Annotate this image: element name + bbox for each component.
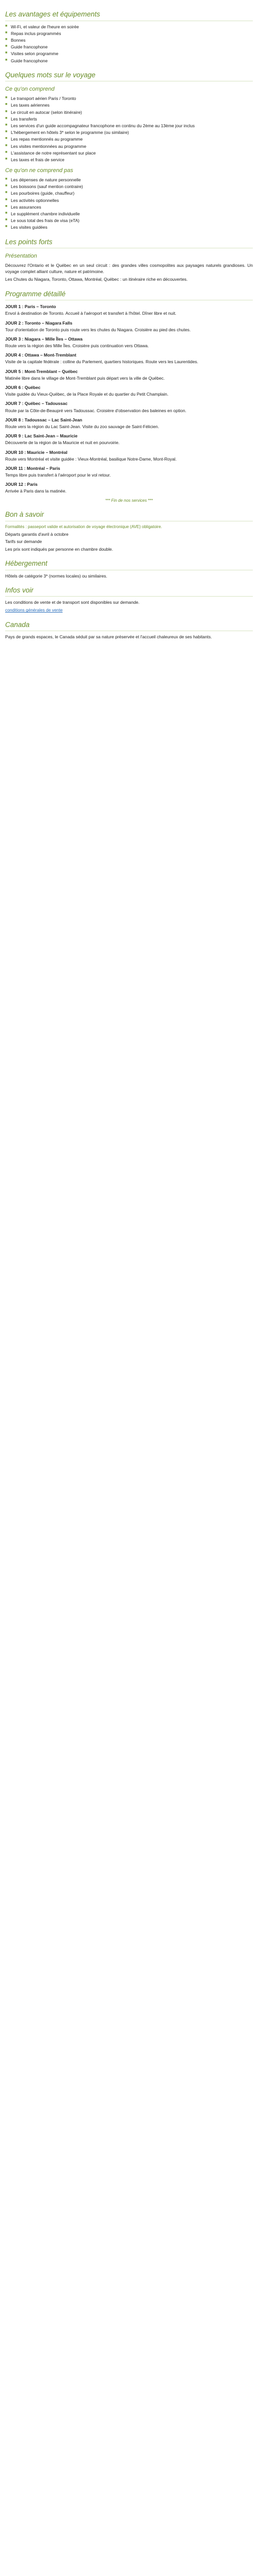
bon-savoir-extra: Les prix sont indiqués par personne en chambre double. (5, 546, 114, 552)
day-title: JOUR 12 : Paris (5, 482, 38, 487)
programme-heading: Programme détaillé (5, 289, 253, 301)
infos-voir-heading: Infos voir (5, 585, 253, 597)
list-item: ■ Les taxes aériennes (5, 102, 253, 108)
list-item: ■ Les pourboires (guide, chauffeur) (5, 190, 253, 196)
day-title: JOUR 8 : Tadoussac – Lac Saint-Jean (5, 417, 83, 422)
programme-days (5, 303, 253, 495)
list-item: ■ Les taxes et frais de service (5, 157, 253, 163)
comprend-heading: Ce qu'on comprend (5, 86, 55, 93)
presentation-paragraph: Découvrez l'Ontario et le Québec en un seul circuit : des grandes villes cosmopolites aux paysages naturels grandioses. Un voyage complet alliant culture, nature et patrimoine. (5, 263, 253, 275)
avantages-heading: Les avantages et équipements (5, 9, 253, 21)
list-item: ■ Le transport aérien Paris / Toronto (5, 95, 253, 101)
day-title: JOUR 4 : Ottawa – Mont-Tremblant (5, 352, 76, 358)
list-item: ■ Bonnes (5, 37, 253, 43)
dates-list (5, 531, 253, 544)
day-text: Découverte de la région de la Mauricie et nuit en pourvoirie. (5, 440, 120, 446)
list-item: ■ Les visites guidées (5, 224, 253, 230)
ne-comprend-pas-heading: Ce qu'on ne comprend pas (5, 167, 73, 174)
hebergement-heading: Hébergement (5, 558, 253, 570)
day-title: JOUR 5 : Mont-Tremblant – Québec (5, 368, 78, 374)
ne-comprend-pas-list (5, 177, 253, 231)
list-item: ■ Guide francophone (5, 44, 253, 50)
page (0, 0, 258, 652)
day-text: Route par la Côte-de-Beaupré vers Tadoussac. Croisière d'observation des baleines en option. (5, 408, 187, 413)
list-item: ■ L'hébergement en hôtels 3* selon le programme (ou similaire) (5, 129, 253, 135)
hebergement-text: Hôtels de catégorie 3* (normes locales) ou similaires. (5, 573, 107, 579)
day-text: Matinée libre dans le village de Mont-Tremblant puis départ vers la ville de Québec. (5, 375, 165, 381)
comprend-list (5, 95, 253, 163)
day-text: Visite guidée du Vieux-Québec, de la Place Royale et du quartier du Petit Champlain. (5, 392, 169, 397)
list-item: ■ Les activités optionnelles (5, 197, 253, 204)
list-item: ■ Guide francophone (5, 58, 253, 64)
list-item: ■ Repas inclus programmés (5, 30, 253, 37)
list-item: ■ Les visites mentionnées au programme (5, 143, 253, 149)
list-item: ■ L'assistance de notre représentant sur place (5, 150, 253, 156)
day-text: Temps libre puis transfert à l'aéroport pour le vol retour. (5, 472, 111, 478)
day-title: JOUR 7 : Québec – Tadoussac (5, 401, 68, 406)
formalites-note: Formalités : passeport valide et autorisation de voyage électronique (AVE) obligatoire. (5, 524, 163, 529)
list-item: ■ Le sous total des frais de visa (eTA) (5, 217, 253, 224)
list-item: ■ Les transferts (5, 116, 253, 122)
canada-text: Pays de grands espaces, le Canada séduit par sa nature préservée et l'accueil chaleureux de ses habitants. (5, 634, 212, 640)
infos-voir-text: Les conditions de vente et de transport sont disponibles sur demande. (5, 600, 140, 605)
day-text: Tour d'orientation de Toronto puis route vers les chutes du Niagara. Croisière au pied des chutes. (5, 327, 191, 332)
list-item: ■ Les assurances (5, 204, 253, 210)
presentation-paragraph: Les Chutes du Niagara, Toronto, Ottawa, Montréal, Québec : un itinéraire riche en découvertes. (5, 277, 188, 282)
list-item: ■ Les repas mentionnés au programme (5, 136, 253, 142)
quelques-mots-heading: Quelques mots sur le voyage (5, 70, 253, 82)
list-item: ■ Le supplément chambre individuelle (5, 211, 253, 217)
presentation-heading: Présentation (5, 253, 37, 260)
bon-savoir-heading: Bon à savoir (5, 510, 253, 521)
day-text: Route vers Montréal et visite guidée : Vieux-Montréal, basilique Notre-Dame, Mont-Royal. (5, 456, 177, 462)
day-text: Envol à destination de Toronto. Accueil à l'aéroport et transfert à l'hôtel. Dîner libre et nuit. (5, 311, 176, 316)
list-item: ■ Les boissons (sauf mention contraire) (5, 183, 253, 190)
day-title: JOUR 10 : Mauricie – Montréal (5, 449, 68, 455)
day-title: JOUR 2 : Toronto – Niagara Falls (5, 320, 73, 326)
points-forts-heading: Les points forts (5, 237, 253, 249)
avantages-list (5, 24, 253, 64)
list-item: ■ Le circuit en autocar (selon itinéraire) (5, 109, 253, 115)
day-title: JOUR 9 : Lac Saint-Jean – Mauricie (5, 433, 78, 439)
canada-heading: Canada (5, 620, 253, 632)
day-title: JOUR 6 : Québec (5, 385, 41, 390)
list-item: ■ Les dépenses de nature personnelle (5, 177, 253, 183)
day-title: JOUR 11 : Montréal – Paris (5, 465, 60, 471)
list-item: ■ Les services d'un guide accompagnateur francophone en continu du 2ème au 13ème jour inclus (5, 123, 253, 129)
day-text: Route vers la région des Mille Îles. Croisière puis continuation vers Ottawa. (5, 343, 149, 349)
cgv-link[interactable]: conditions générales de vente (5, 607, 63, 613)
day-title: JOUR 1 : Paris – Toronto (5, 304, 56, 310)
end-of-services: *** Fin de nos services *** (105, 498, 153, 503)
day-text: Arrivée à Paris dans la matinée. (5, 488, 67, 494)
date-line: Départs garantis d'avril à octobre (5, 532, 69, 537)
list-item: ■ Visites selon programme (5, 50, 253, 57)
day-title: JOUR 3 : Niagara – Mille Îles – Ottawa (5, 336, 83, 342)
list-item: ■ Wi-Fi, et valeur de l'heure en soirée (5, 24, 253, 30)
day-text: Visite de la capitale fédérale : colline du Parlement, quartiers historiques. Route vers les Laurentides. (5, 359, 199, 365)
day-text: Route vers la région du Lac Saint-Jean. Visite du zoo sauvage de Saint-Félicien. (5, 423, 159, 429)
date-line: Tarifs sur demande (5, 538, 42, 544)
